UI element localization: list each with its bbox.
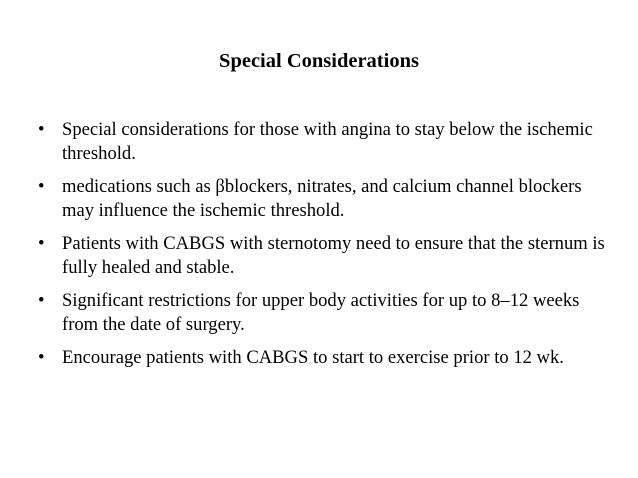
bullet-list [38, 118, 608, 380]
bullet-icon: • [38, 290, 45, 311]
bullet-icon: • [38, 233, 45, 254]
bullet-text: Patients with CABGS with sternotomy need to ensure that the sternum is fully healed and stable. [62, 233, 605, 278]
bullet-icon: • [38, 119, 45, 140]
bullet-text: medications such as βblockers, nitrates, and calcium channel blockers may influence the ischemic threshold. [62, 176, 582, 221]
bullet-text: Significant restrictions for upper body activities for up to 8–12 weeks from the date of surgery. [62, 290, 580, 335]
bullet-text: Encourage patients with CABGS to start to exercise prior to 12 wk. [62, 347, 564, 368]
bullet-item [38, 289, 608, 336]
bullet-item [38, 346, 608, 370]
bullet-icon: • [38, 347, 45, 368]
bullet-icon: • [38, 176, 45, 197]
bullet-item [38, 175, 608, 222]
slide-title: Special Considerations [219, 50, 419, 72]
bullet-item [38, 232, 608, 279]
bullet-item [38, 118, 608, 165]
bullet-text: Special considerations for those with angina to stay below the ischemic threshold. [62, 119, 593, 164]
